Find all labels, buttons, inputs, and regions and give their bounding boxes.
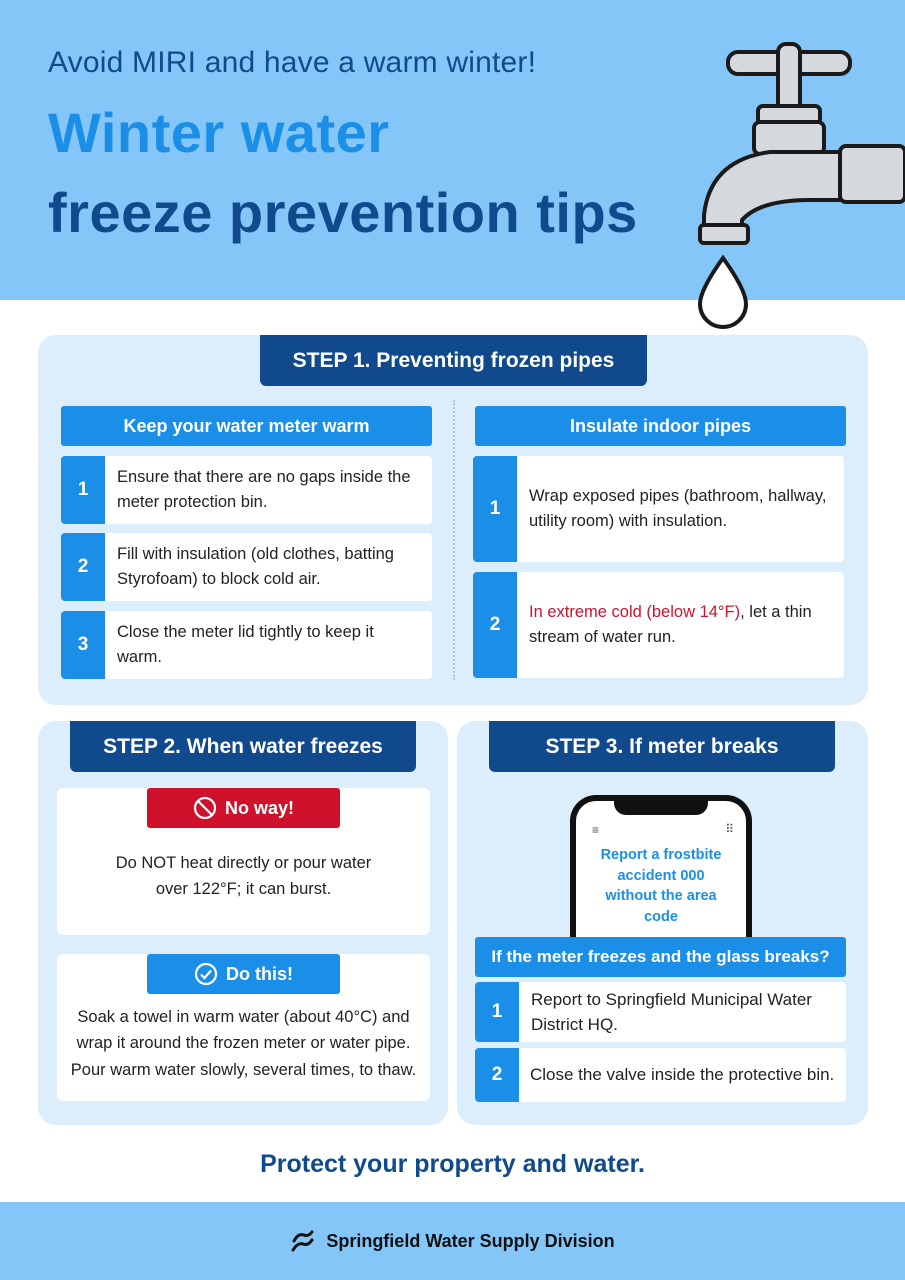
do-this-label: Do this! bbox=[226, 963, 293, 984]
bottom-tagline: Protect your property and water. bbox=[260, 1150, 645, 1178]
step-number: 2 bbox=[475, 1048, 519, 1102]
footer bbox=[0, 1202, 905, 1280]
do-this-card bbox=[57, 954, 430, 1101]
step1-title: STEP 1. Preventing frozen pipes bbox=[260, 335, 647, 386]
phone-notch bbox=[614, 799, 708, 815]
meter-warm-heading: Keep your water meter warm bbox=[61, 406, 432, 446]
step-number: 1 bbox=[61, 456, 105, 524]
prohibited-icon bbox=[193, 796, 217, 820]
do-this-text: Soak a towel in warm water (about 40°C) and wrap it around the frozen meter or water pipe. Pour warm water slowly, several times, to thaw. bbox=[70, 1008, 417, 1079]
step3-title: STEP 3. If meter breaks bbox=[489, 721, 835, 772]
list-item bbox=[473, 572, 844, 678]
step-number: 1 bbox=[473, 456, 517, 562]
grid-icon: ⠿ bbox=[725, 822, 734, 836]
item-text: Fill with insulation (old clothes, batting Styrofoam) to block cold air. bbox=[117, 545, 394, 588]
item-text: Report to Springfield Municipal Water District HQ. bbox=[531, 989, 812, 1034]
do-this-badge bbox=[147, 954, 340, 994]
step-number: 3 bbox=[61, 611, 105, 679]
item-text-rest: , let a thin stream of water run. bbox=[529, 603, 812, 646]
footer-org-name: Springfield Water Supply Division bbox=[326, 1230, 615, 1251]
water-logo-icon bbox=[290, 1229, 316, 1253]
check-circle-icon bbox=[194, 962, 218, 986]
phone-report-text: Report a frostbite accident 000 without the area code bbox=[600, 847, 722, 925]
no-way-card bbox=[57, 788, 430, 935]
step2-title: STEP 2. When water freezes bbox=[70, 721, 416, 772]
insulate-pipes-heading: Insulate indoor pipes bbox=[475, 406, 846, 446]
hero-title-line2: freeze prevention tips bbox=[48, 181, 638, 244]
meter-breaks-question: If the meter freezes and the glass breaks? bbox=[475, 937, 846, 977]
hero-title-line1: Winter water bbox=[48, 101, 390, 164]
item-text: Close the valve inside the protective bin. bbox=[530, 1065, 835, 1085]
list-item bbox=[475, 1048, 846, 1102]
list-item bbox=[61, 456, 432, 524]
phone-illustration bbox=[570, 795, 752, 945]
item-text: Ensure that there are no gaps inside the meter protection bin. bbox=[117, 468, 411, 511]
no-way-label: No way! bbox=[224, 797, 294, 818]
no-way-badge bbox=[147, 788, 340, 828]
no-way-text: Do NOT heat directly or pour water over 122°F; it can burst. bbox=[115, 854, 372, 899]
item-text bbox=[517, 572, 844, 678]
faucet-icon bbox=[690, 40, 905, 335]
list-item bbox=[473, 456, 844, 562]
menu-icon: ≡ bbox=[592, 823, 600, 837]
item-text: Wrap exposed pipes (bathroom, hallway, utility room) with insulation. bbox=[529, 487, 827, 530]
item-text: Close the meter lid tightly to keep it warm. bbox=[117, 623, 374, 666]
step-number: 2 bbox=[473, 572, 517, 678]
step-number: 1 bbox=[475, 982, 519, 1042]
list-item bbox=[61, 533, 432, 601]
hero-subtitle: Avoid MIRI and have a warm winter! bbox=[48, 46, 537, 79]
temperature-warning: In extreme cold (below 14°F) bbox=[529, 603, 741, 622]
step1-divider bbox=[453, 400, 455, 680]
list-item bbox=[475, 982, 846, 1042]
list-item bbox=[61, 611, 432, 679]
step-number: 2 bbox=[61, 533, 105, 601]
